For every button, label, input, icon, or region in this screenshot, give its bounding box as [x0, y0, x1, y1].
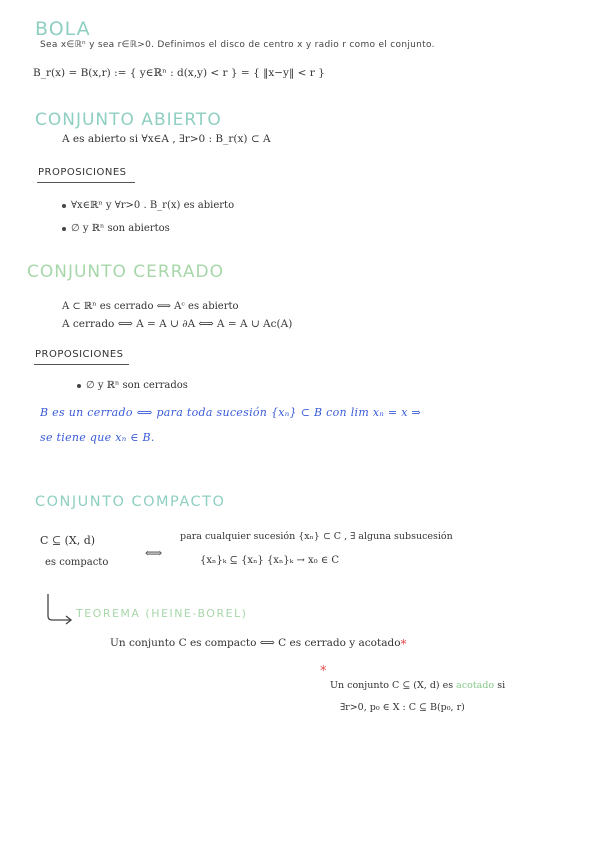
- cerrado-propositions-heading: PROPOSICIONES: [35, 349, 124, 360]
- cerrado-propositions-underline: [34, 364, 129, 365]
- bola-title: BOLA: [35, 18, 91, 40]
- bola-definition: Sea x∈ℝⁿ y sea r∈ℝ>0. Definimos el disco de centro x y radio r como el conjunto.: [40, 40, 435, 50]
- cerrado-sequence-line-2: se tiene que xₙ ∈ B.: [40, 431, 155, 444]
- footnote-asterisk: *: [320, 664, 327, 679]
- abierto-prop-2-text: ∅ y ℝⁿ son abiertos: [71, 223, 170, 234]
- footnote-line-1-b: si: [497, 680, 506, 691]
- compacto-left-line-2: es compacto: [45, 557, 109, 568]
- cerrado-prop-1-text: ∅ y ℝⁿ son cerrados: [86, 380, 188, 391]
- abierto-prop-2: [62, 223, 170, 234]
- cerrado-sequence-line-1: B es un cerrado ⟺ para toda sucesión {xₙ} ⊂ B con lim xₙ = x ⇒: [40, 406, 422, 419]
- cerrado-line-2: A cerrado ⟺ A = A ∪ ∂A ⟺ A = A ∪ Ac(A): [62, 318, 293, 330]
- cerrado-prop-1: [77, 380, 188, 391]
- bullet-icon: [62, 227, 66, 231]
- teorema-title: TEOREMA (HEINE-BOREL): [76, 607, 248, 620]
- compacto-right-line-2: {xₙ}ₖ ⊆ {xₙ} {xₙ}ₖ → x₀ ∈ C: [200, 555, 340, 566]
- compacto-title: CONJUNTO COMPACTO: [35, 494, 226, 510]
- cerrado-title: CONJUNTO CERRADO: [27, 262, 224, 282]
- compacto-right-line-1: para cualquier sucesión {xₙ} ⊂ C , ∃ alguna subsucesión: [180, 531, 453, 542]
- footnote-line-1-a: Un conjunto C ⊆ (X, d) es: [330, 680, 454, 691]
- footnote-line-2: ∃r>0, p₀ ∈ X : C ⊆ B(p₀, r): [340, 702, 465, 713]
- asterisk-mark: *: [400, 637, 407, 651]
- teorema-statement-text: Un conjunto C es compacto ⟺ C es cerrado y acotado: [110, 637, 401, 649]
- teorema-statement: [110, 637, 407, 651]
- abierto-prop-1-text: ∀x∈ℝⁿ y ∀r>0 . B_r(x) es abierto: [71, 200, 235, 211]
- compacto-equivalence-arrow: ⟺: [145, 546, 163, 560]
- abierto-propositions-heading: PROPOSICIONES: [38, 167, 127, 178]
- abierto-title: CONJUNTO ABIERTO: [35, 110, 222, 130]
- abierto-prop-1: [62, 200, 234, 211]
- hook-arrow-icon: [40, 592, 80, 626]
- bullet-icon: [77, 384, 81, 388]
- compacto-left-line-1: C ⊆ (X, d): [40, 534, 96, 547]
- bola-formula: B_r(x) = B(x,r) := { y∈ℝⁿ : d(x,y) < r } = { ‖x−y‖ < r }: [33, 67, 325, 79]
- abierto-propositions-underline: [37, 182, 135, 183]
- abierto-definition: A es abierto si ∀x∈A , ∃r>0 : B_r(x) ⊂ A: [62, 133, 271, 145]
- cerrado-line-1: A ⊂ ℝⁿ es cerrado ⟺ Aᶜ es abierto: [62, 301, 239, 312]
- footnote-acotado: acotado: [456, 680, 495, 691]
- bullet-icon: [62, 204, 66, 208]
- footnote-line-1: [330, 680, 505, 691]
